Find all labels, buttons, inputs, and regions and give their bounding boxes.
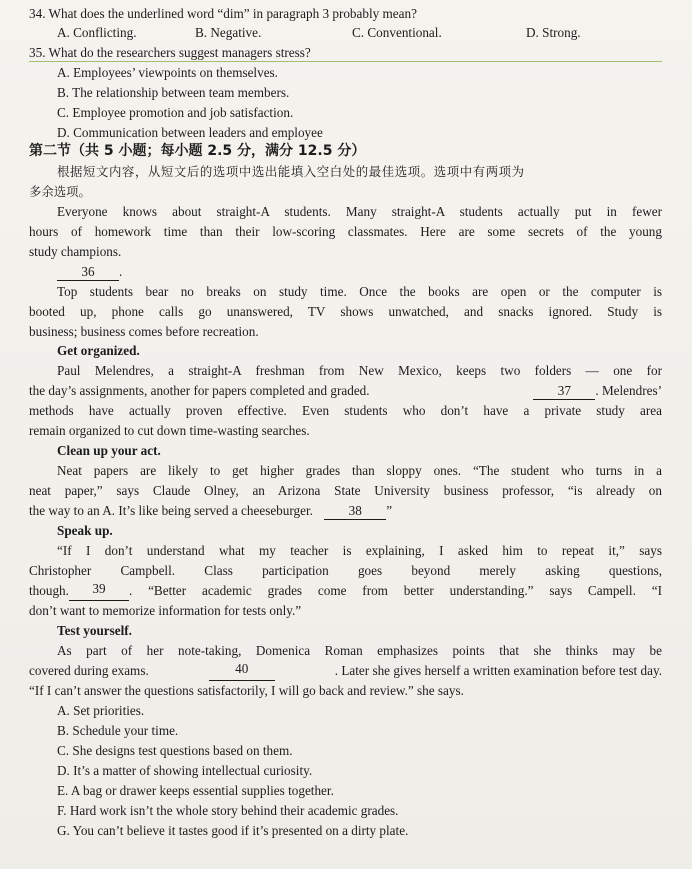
- heading-speak-up: Speak up.: [57, 523, 113, 538]
- choice-b: B. Schedule your time.: [57, 723, 179, 738]
- choice-a: A. Set priorities.: [57, 703, 145, 718]
- passage-p3-line2-after: . Melendres’: [595, 383, 662, 398]
- passage-p4-line3-before: the way to an A. It’s like being served a cheeseburger.: [29, 503, 313, 518]
- heading-clean-up: Clean up your act.: [57, 443, 161, 458]
- question-34-option-b: B. Negative.: [195, 25, 262, 40]
- blank-37[interactable]: 37: [533, 383, 595, 400]
- question-35-option-a: A. Employees’ viewpoints on themselves.: [57, 65, 278, 80]
- passage-p2-line1: Top students bear no breaks on study time. Once the books are open or the computer is: [57, 284, 662, 299]
- passage-p2-line2: booted up, phone calls go unanswered, TV shows unwatched, and snacks ignored. Study is: [29, 304, 662, 319]
- passage-p3-line2-before: the day’s assignments, another for papers completed and graded.: [29, 383, 370, 398]
- blank-36-period: .: [119, 264, 123, 279]
- blank-39[interactable]: 39: [69, 581, 129, 601]
- passage-p5-line1: “If I don’t understand what my teacher is explaining, I asked him to repeat it,” says: [57, 543, 662, 558]
- choice-g: G. You can’t believe it tastes good if it’s presented on a dirty plate.: [57, 823, 409, 838]
- passage-p3-line3: methods have actually proven effective. Even students who don’t have a private study area: [29, 403, 662, 418]
- passage-p6-line2: [29, 661, 662, 681]
- section-instruction-line1: 根据短文内容，从短文后的选项中选出能填入空白处的最佳选项。选项中有两项为: [57, 164, 525, 179]
- question-35-option-b: B. The relationship between team members.: [57, 85, 290, 100]
- passage-p5-line3-before: though.: [29, 583, 69, 598]
- question-34-option-d: D. Strong.: [526, 25, 581, 40]
- passage-p3-line2: [29, 381, 662, 401]
- passage-p4-line2: neat paper,” says Claude Olney, an Arizona State University business professor, “is already on: [29, 483, 662, 498]
- passage-p6-line2-after: . Later she gives herself a written examination before test day.: [334, 663, 662, 678]
- divider-line: [29, 61, 662, 62]
- passage-p4-line1: Neat papers are likely to get higher grades than sloppy ones. “The student who turns in a: [57, 463, 662, 478]
- passage-p2-line3: business; business comes before recreation.: [29, 324, 259, 339]
- blank-40[interactable]: 40: [209, 661, 275, 681]
- section-instruction-line2: 多余选项。: [29, 184, 91, 199]
- passage-p1-line1: Everyone knows about straight-A students. Many straight-A students actually put in fewer: [57, 204, 662, 219]
- passage-p5-line2: Christopher Campbell. Class participation goes beyond merely asking questions,: [29, 563, 662, 578]
- question-35-stem: 35. What do the researchers suggest managers stress?: [29, 45, 311, 60]
- passage-p6-line2-before: covered during exams.: [29, 663, 149, 678]
- question-35-option-d: D. Communication between leaders and employee: [57, 125, 323, 140]
- choice-d: D. It’s a matter of showing intellectual curiosity.: [57, 763, 313, 778]
- passage-p5-line4: don’t want to memorize information for tests only.”: [29, 603, 302, 618]
- blank-36-line: [57, 262, 662, 282]
- passage-p6-line1: As part of her note-taking, Domenica Roman emphasizes points that she thinks may be: [57, 643, 662, 658]
- choice-c: C. She designs test questions based on them.: [57, 743, 293, 758]
- heading-get-organized: Get organized.: [57, 343, 140, 358]
- heading-test-yourself: Test yourself.: [57, 623, 132, 638]
- passage-p1-line3: study champions.: [29, 244, 122, 259]
- question-35-option-c: C. Employee promotion and job satisfaction.: [57, 105, 294, 120]
- passage-p4-line3-after: ”: [386, 503, 393, 518]
- question-34-option-c: C. Conventional.: [352, 25, 442, 40]
- passage-p1-line2: hours of homework time than their low-scoring classmates. Here are some secrets of the young: [29, 224, 662, 239]
- question-34-option-a: A. Conflicting.: [57, 25, 137, 40]
- blank-36[interactable]: 36: [57, 264, 119, 281]
- choice-e: E. A bag or drawer keeps essential supplies together.: [57, 783, 334, 798]
- question-34-stem: 34. What does the underlined word “dim” in paragraph 3 probably mean?: [29, 6, 417, 21]
- blank-38[interactable]: 38: [324, 503, 386, 520]
- section-title: 第二节（共 5 小题；每小题 2.5 分，满分 12.5 分）: [29, 143, 366, 159]
- passage-p5-line3: [29, 581, 662, 601]
- passage-p4-line3: [29, 501, 662, 521]
- passage-p3-line1: Paul Melendres, a straight-A freshman from New Mexico, keeps two folders — one for: [57, 363, 662, 378]
- passage-p6-line3: “If I can’t answer the questions satisfactorily, I will go back and review.” she says.: [29, 683, 464, 698]
- choice-f: F. Hard work isn’t the whole story behind their academic grades.: [57, 803, 399, 818]
- passage-p5-line3-after: . “Better academic grades come from better understanding.” says Campell. “I: [128, 583, 662, 598]
- passage-p3-line4: remain organized to cut down time-wasting searches.: [29, 423, 310, 438]
